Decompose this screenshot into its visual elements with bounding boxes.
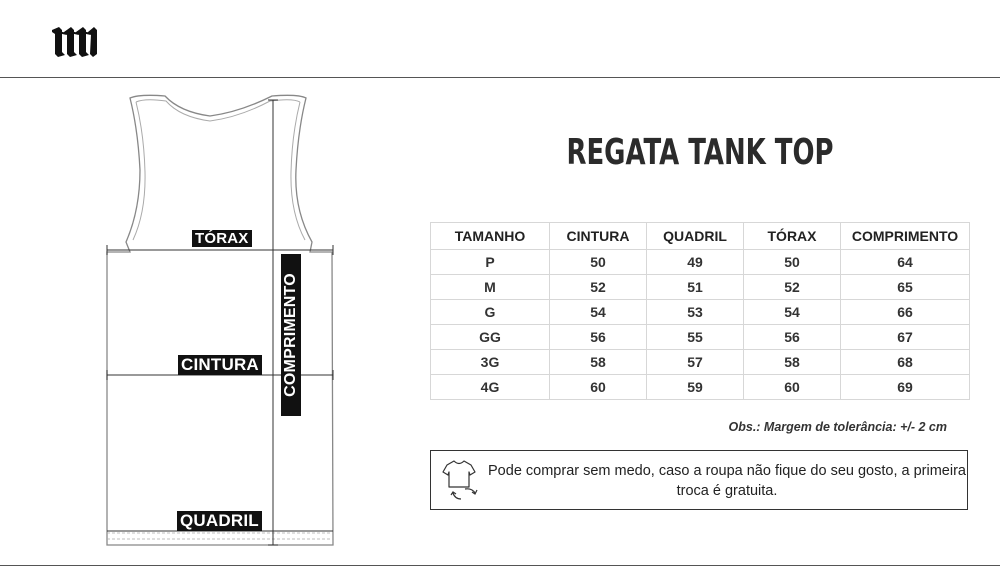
- cell-cintura: 58: [550, 350, 647, 375]
- cell-quadril: 49: [647, 250, 744, 275]
- exchange-notice-text: Pode comprar sem medo, caso a roupa não fique do seu gosto, a primeira troca é gratuita.: [488, 463, 966, 499]
- cell-cintura: 60: [550, 375, 647, 400]
- cell-comprimento: 65: [841, 275, 970, 300]
- cell-comprimento: 69: [841, 375, 970, 400]
- cell-quadril: 53: [647, 300, 744, 325]
- footer-divider: [0, 565, 1000, 566]
- tank-top-diagram: [100, 90, 340, 550]
- cell-comprimento: 68: [841, 350, 970, 375]
- col-header-comprimento: COMPRIMENTO: [841, 223, 970, 250]
- shirt-exchange-icon: [439, 457, 485, 503]
- col-header-cintura: CINTURA: [550, 223, 647, 250]
- cell-size: 4G: [431, 375, 550, 400]
- cell-torax: 54: [744, 300, 841, 325]
- cell-size: 3G: [431, 350, 550, 375]
- cell-cintura: 52: [550, 275, 647, 300]
- cell-quadril: 57: [647, 350, 744, 375]
- product-title: REGATA TANK TOP: [566, 132, 834, 173]
- size-table: [430, 222, 970, 400]
- cell-comprimento: 66: [841, 300, 970, 325]
- cell-torax: 50: [744, 250, 841, 275]
- table-row: [431, 275, 970, 300]
- cell-cintura: 56: [550, 325, 647, 350]
- cell-quadril: 51: [647, 275, 744, 300]
- label-quadril: QUADRIL: [177, 511, 262, 531]
- cell-quadril: 59: [647, 375, 744, 400]
- table-row: [431, 350, 970, 375]
- col-header-torax: TÓRAX: [744, 223, 841, 250]
- table-row: [431, 250, 970, 275]
- table-row: [431, 300, 970, 325]
- header: [0, 0, 1000, 78]
- cell-comprimento: 67: [841, 325, 970, 350]
- cell-torax: 56: [744, 325, 841, 350]
- header-divider: [0, 77, 1000, 78]
- cell-comprimento: 64: [841, 250, 970, 275]
- label-cintura: CINTURA: [178, 355, 262, 375]
- cell-torax: 58: [744, 350, 841, 375]
- brand-logo-icon[interactable]: [50, 24, 100, 58]
- label-comprimento: COMPRIMENTO: [281, 254, 301, 416]
- col-header-tamanho: TAMANHO: [431, 223, 550, 250]
- label-torax: TÓRAX: [192, 230, 252, 247]
- tolerance-note: Obs.: Margem de tolerância: +/- 2 cm: [728, 420, 947, 434]
- cell-size: G: [431, 300, 550, 325]
- table-header-row: [431, 223, 970, 250]
- table-row: [431, 325, 970, 350]
- cell-cintura: 50: [550, 250, 647, 275]
- exchange-notice: [430, 450, 968, 510]
- col-header-quadril: QUADRIL: [647, 223, 744, 250]
- cell-size: M: [431, 275, 550, 300]
- cell-torax: 60: [744, 375, 841, 400]
- table-row: [431, 375, 970, 400]
- cell-cintura: 54: [550, 300, 647, 325]
- cell-size: GG: [431, 325, 550, 350]
- tank-top-outline: [100, 90, 340, 550]
- cell-torax: 52: [744, 275, 841, 300]
- cell-size: P: [431, 250, 550, 275]
- cell-quadril: 55: [647, 325, 744, 350]
